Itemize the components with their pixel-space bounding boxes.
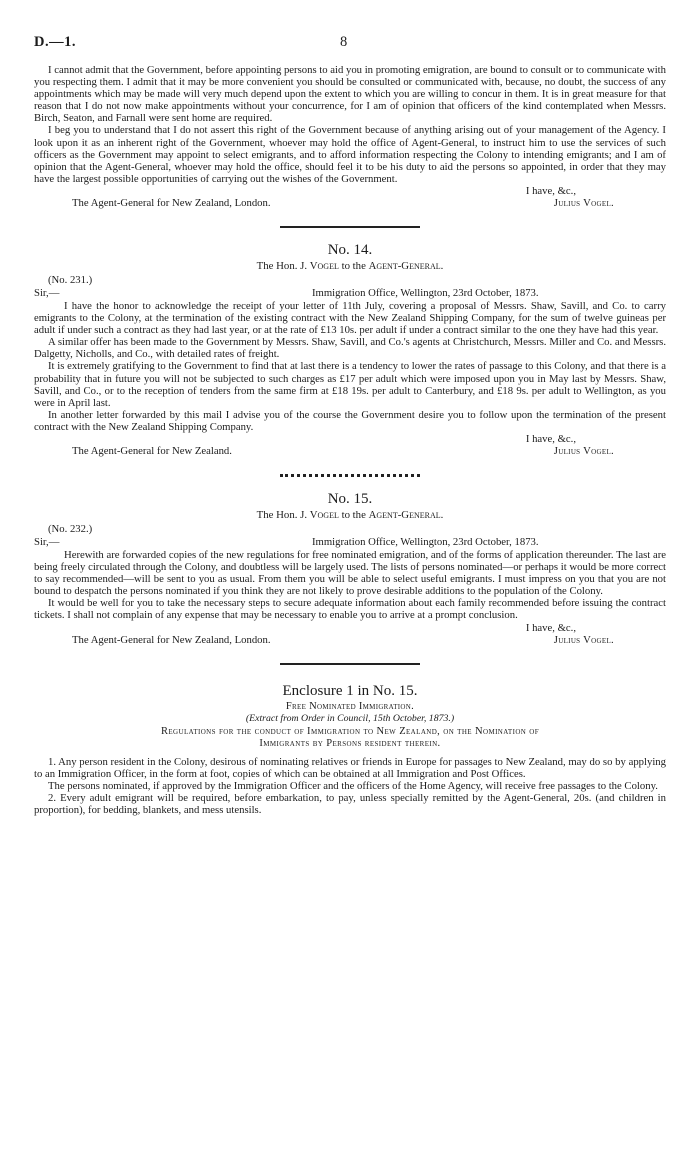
section-divider	[280, 226, 420, 228]
page-header	[34, 34, 666, 58]
paragraph: 2. Every adult emigrant will be required, before embarkation, to pay, unless specially remitted by the Agent-General, 20s. (and children in proportion), for bedding, blankets, and mess utensils.	[34, 791, 666, 816]
letter-number: No. 14.	[327, 241, 373, 258]
letter-subheading	[34, 509, 666, 522]
regulations-heading-line: Immigrants by Persons resident therein.	[259, 737, 441, 749]
from-name: Vogel	[309, 508, 339, 521]
salutation-row	[34, 536, 666, 549]
enclosure-title: Enclosure 1 in No. 15.	[282, 682, 418, 699]
salutation: Sir,—	[34, 535, 60, 548]
closing-formula: I have, &c.,	[525, 184, 576, 197]
addressee: The Agent-General for New Zealand, London.	[72, 633, 271, 646]
sender-address: Immigration Office, Wellington, 23rd October, 1873.	[312, 286, 539, 299]
signature: Julius Vogel.	[553, 633, 614, 646]
enclosure-1	[34, 683, 666, 816]
addressee: The Agent-General for New Zealand, London.	[72, 196, 271, 209]
letter-15	[34, 491, 666, 647]
closing-formula: I have, &c.,	[525, 621, 576, 634]
paragraph: I have the honor to acknowledge the receipt of your letter of 11th July, covering a proposal of Messrs. Shaw, Savill, and Co. to carry emigrants to the Colony, at the termination of the existing contract with the New Zealand Shipping Company, for the sum of twelve guineas per adult if under such a contract as they had last year, or at the rate of £13 10s. per adult if under a contract similar to the one they have had this year.	[34, 299, 666, 337]
paragraph: 1. Any person resident in the Colony, desirous of nominating relatives or friends in Europe for passages to New Zealand, may do so by applying to an Immigration Officer, in the form at foot, copies of which can be obtained at all Immigration and Post Offices.	[34, 755, 666, 780]
letter-reference: (No. 231.)	[48, 273, 93, 286]
paragraph: It would be well for you to take the necessary steps to secure adequate information about each family recommended before issuing the contract tickets. I shall not complain of any expense that may be necessary to enable you to arrive at a prompt conclusion.	[34, 597, 666, 622]
regulations-heading-line: Regulations for the conduct of Immigration to New Zealand, on the Nomination of	[160, 725, 540, 737]
from-prefix: The Hon. J.	[256, 259, 308, 272]
opening-letter-body	[34, 64, 666, 210]
signature: Julius Vogel.	[553, 444, 614, 457]
paragraph: In another letter forwarded by this mail I advise you of the course the Government desire you to follow upon the termination of the present contract with the New Zealand Shipping Company.	[34, 408, 666, 433]
letter-reference: (No. 232.)	[48, 522, 93, 535]
signature-row	[34, 634, 666, 647]
from-prefix: The Hon. J.	[256, 508, 308, 521]
enclosure-extract-note: (Extract from Order in Council, 15th October, 1873.)	[245, 712, 455, 724]
regulations-heading	[34, 726, 666, 750]
signature: Julius Vogel.	[553, 196, 614, 209]
page-number: 8	[340, 34, 348, 50]
section-divider	[280, 663, 420, 665]
salutation-row	[34, 287, 666, 300]
from-name: Vogel	[309, 259, 339, 272]
to-name: Agent-General.	[368, 259, 444, 272]
paragraph: A similar offer has been made to the Government by Messrs. Shaw, Savill, and Co.'s agents at Christchurch, Messrs. Miller and Co. and Messrs. Dalgetty, Nicholls, and Co., with detailed rates of freight.	[34, 336, 666, 361]
paragraph: It is extremely gratifying to the Government to find that at last there is a tendency to lower the rates of passage to this Colony, and that there is a probability that in future you will not be subjected to such charges as £17 per adult which were imposed upon you in May last by Messrs. Shaw, Savill, and Co., or to the reception of tenders from the same firm at £18 19s. per adult to Canterbury, and £18 9s. per adult to Wellington, as you were in April last.	[34, 360, 666, 409]
document-reference: D.—1.	[34, 34, 76, 50]
letter-number: No. 15.	[327, 490, 373, 507]
to-name: Agent-General.	[368, 508, 444, 521]
section-divider	[280, 474, 420, 477]
signature-row	[34, 445, 666, 458]
letter-subheading	[34, 260, 666, 273]
paragraph: I beg you to understand that I do not assert this right of the Government because of anything arising out of your management of the Agency. I look upon it as an inherent right of the Government, whoever may hold the office of Agent-General, to instruct him to use the services of such officers as the Government may appoint to select emigrants, and to afford information respecting the Colony to intending emigrants; and I am of opinion that the Agent-General, whoever may hold the office, should feel it to be his duty to aid the persons so appointed, in order that they may have the largest possible opportunities of carrying out the wishes of the Government.	[34, 124, 666, 185]
document-page	[34, 34, 666, 816]
paragraph: Herewith are forwarded copies of the new regulations for free nominated emigration, and of the forms of application thereunder. The last are being freely circulated through the Colony, and doubtless will be largely used. The lists of persons nominated—or perhaps it would be more correct to say recommended—will be sent to you as usual. From them you will be able to select useful emigrants. I must impress on you that you are not bound to despatch the persons nominated if you think they are not likely to prove desirable additions to the population of the Colony.	[34, 548, 666, 598]
paragraph: The persons nominated, if approved by the Immigration Officer and the officers of the Home Agency, will receive free passages to the Colony.	[48, 779, 658, 792]
closing-formula: I have, &c.,	[525, 432, 576, 445]
enclosure-subtitle: Free Nominated Immigration.	[285, 700, 415, 712]
from-mid: to the	[341, 259, 366, 272]
from-mid: to the	[341, 508, 366, 521]
signature-row	[34, 197, 666, 210]
letter-14	[34, 242, 666, 458]
sender-address: Immigration Office, Wellington, 23rd October, 1873.	[312, 535, 539, 548]
salutation: Sir,—	[34, 286, 60, 299]
addressee: The Agent-General for New Zealand.	[72, 444, 232, 457]
paragraph: I cannot admit that the Government, before appointing persons to aid you in promoting emigration, are bound to consult or to communicate with you respecting them. I admit that it may be more convenient you should be consulted or communicated with, because, no doubt, the success of any appointments which may be made will very much depend upon the extent to which you are willing to concur in them. It is in great measure for that reason that I do not now make appointments without your concurrence, for I am of opinion that officers of the kind contemplated when Messrs. Birch, Seaton, and Farnall were sent home are required.	[34, 64, 666, 125]
